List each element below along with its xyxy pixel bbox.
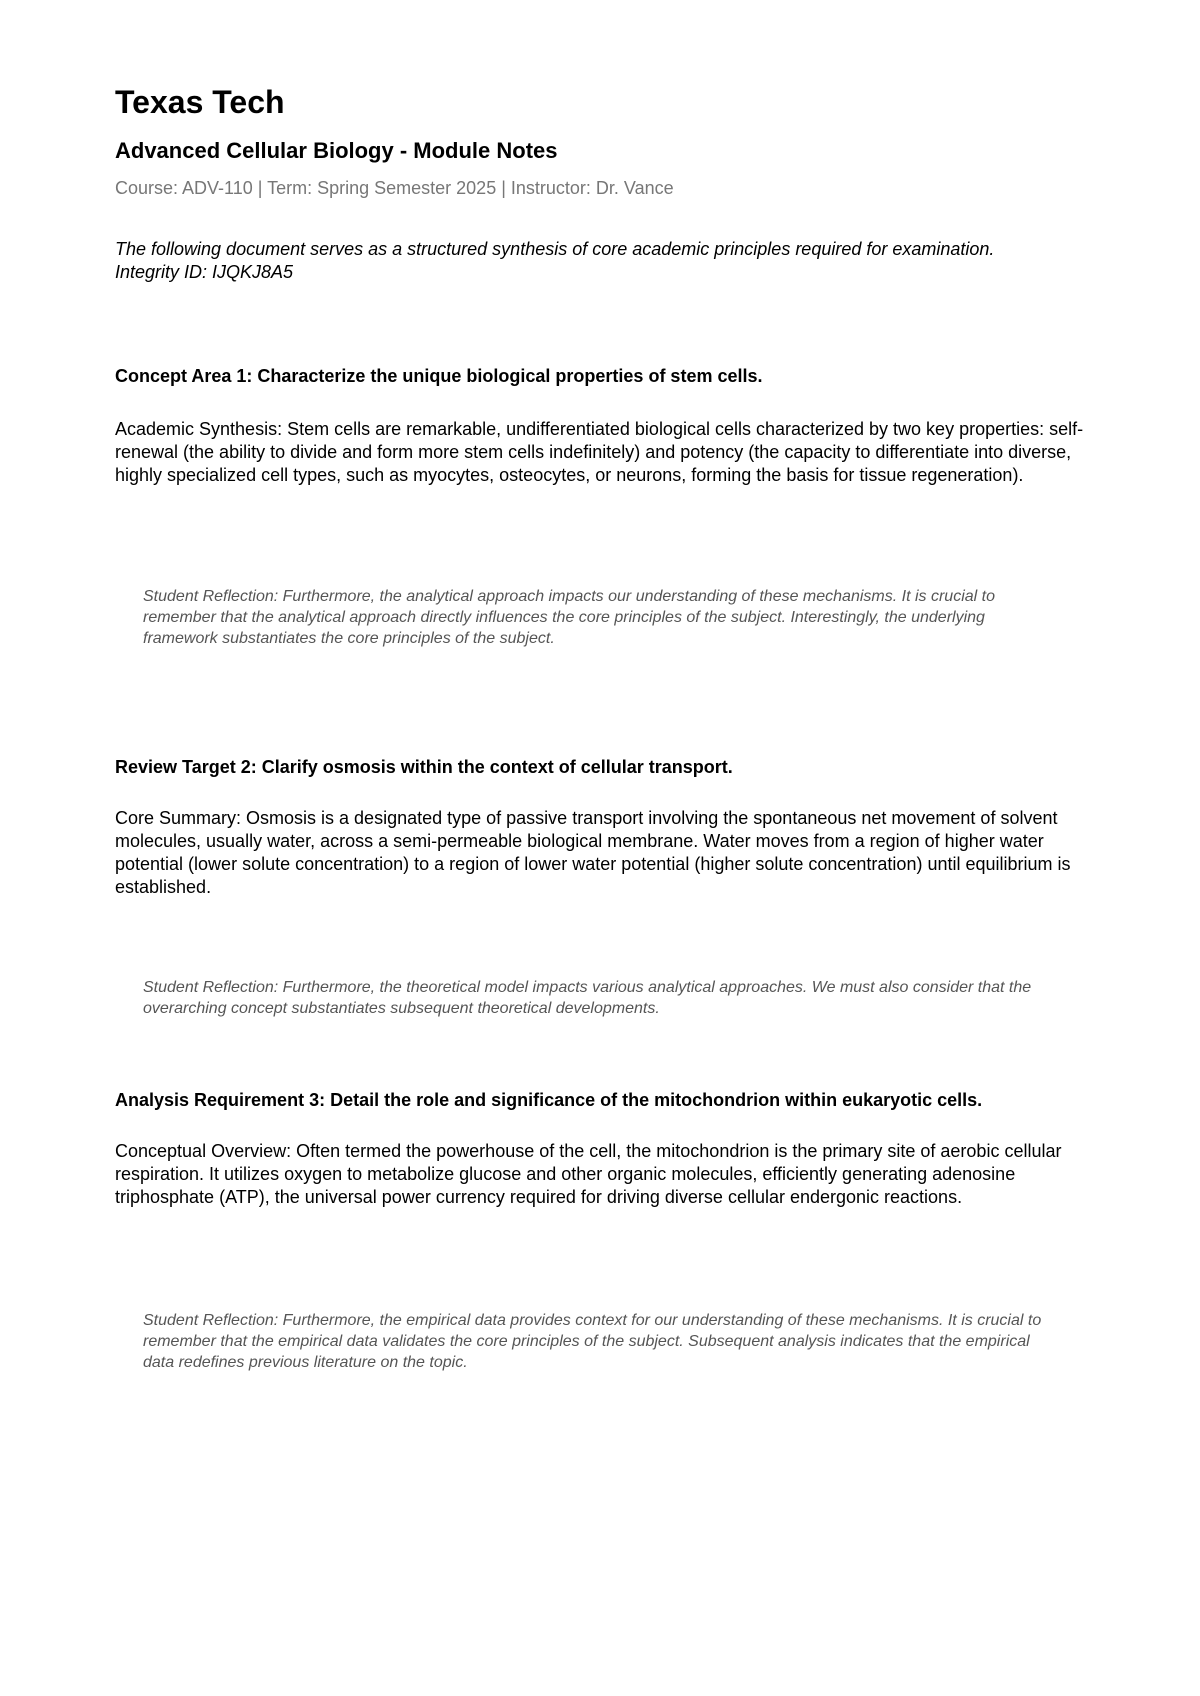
intro-paragraph: The following document serves as a structured synthesis of core academic principles required for examination. Integrity ID: IJQKJ8A5 <box>115 239 995 282</box>
section-body: Conceptual Overview: Often termed the powerhouse of the cell, the mitochondrion is the primary site of aerobic cellular respiration. It utilizes oxygen to metabolize glucose and other organic molecules, efficiently generating adenosine triphosphate (ATP), the universal power currency required for driving diverse cellular endergonic reactions. <box>115 1141 1062 1207</box>
course-meta: Course: ADV-110 | Term: Spring Semester 2025 | Instructor: Dr. Vance <box>115 178 674 198</box>
section-heading: Analysis Requirement 3: Detail the role and significance of the mitochondrion within eukaryotic cells. <box>115 1090 983 1110</box>
institution-name: Texas Tech <box>115 84 285 120</box>
student-reflection: Student Reflection: Furthermore, the empirical data provides context for our understanding of these mechanisms. It is crucial to remember that the empirical data validates the core principles of the subject. Subsequent analysis indicates that the empirical data redefines previous literature on the topic. <box>143 1312 1042 1371</box>
section-body: Core Summary: Osmosis is a designated type of passive transport involving the spontaneous net movement of solvent molecules, usually water, across a semi-permeable biological membrane. Water moves from a region of higher water potential (lower solute concentration) to a region of lower water potential (higher solute concentration) until equilibrium is established. <box>115 808 1071 897</box>
student-reflection: Student Reflection: Furthermore, the theoretical model impacts various analytical approaches. We must also consider that the overarching concept substantiates subsequent theoretical developments. <box>143 979 1032 1017</box>
document-title: Advanced Cellular Biology - Module Notes <box>115 138 558 163</box>
section-heading: Review Target 2: Clarify osmosis within the context of cellular transport. <box>115 757 733 777</box>
section-body: Academic Synthesis: Stem cells are remarkable, undifferentiated biological cells characterized by two key properties: self-renewal (the ability to divide and form more stem cells indefinitely) and potency (the capacity to differentiate into diverse, highly specialized cell types, such as myocytes, osteocytes, or neurons, forming the basis for tissue regeneration). <box>115 419 1084 485</box>
section-heading: Concept Area 1: Characterize the unique biological properties of stem cells. <box>115 366 763 386</box>
student-reflection: Student Reflection: Furthermore, the analytical approach impacts our understanding of these mechanisms. It is crucial to remember that the analytical approach directly influences the core principles of the subject. Interestingly, the underlying framework substantiates the core principles of the subject. <box>143 588 995 647</box>
